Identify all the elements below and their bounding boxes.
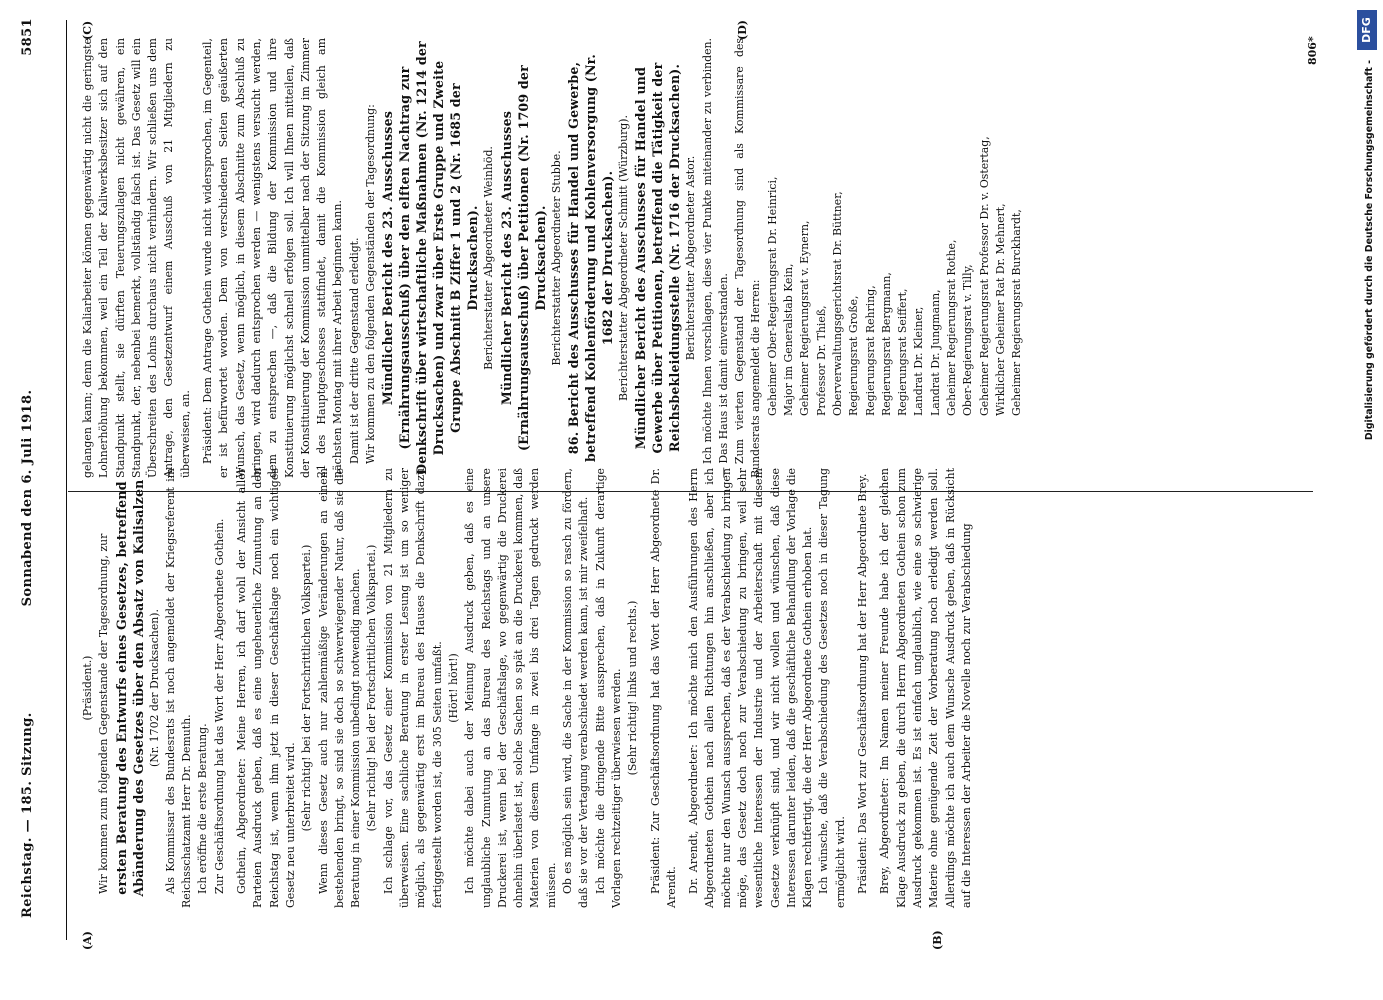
speech-president: Präsident: Dem Antrage Gothein wurde nicht widersprochen, im Gegenteil, er ist befürwortet worden. Dem von verschiedenen Seiten geäußerten Wunsch, das Gesetz, wenn möglich, in diesem Abschnitte zum Abschluß zu bringen, wird dadurch entsprochen werden — wenigstens versucht werden, dem zu entsprechen —, daß die Bildung der Kommission und ihre Konstituierung möglichst schnell erfolgen soll. Ich will Ihnen mitteilen, daß der Konstituierung der Kommission unmittelbar nach der Sitzung im Zimmer 21 des Hauptgeschosses stattfindet, damit die Kommission gleich am nächsten Montag mit ihrer Arbeit beginnen kann. bbox=[201, 38, 345, 478]
paragraph: Ich möchte Ihnen vorschlagen, diese vier Punkte miteinander zu verbinden. — Das Haus ist damit einverstanden. bbox=[700, 38, 730, 478]
agenda-item-heading: Mündlicher Bericht des Ausschusses für Handel und Gewerbe über Petitionen, betreffend die Tätigkeit der Reichsbekleidungsstelle (Nr. 1716 der Drucksachen). bbox=[633, 62, 683, 454]
header-rule bbox=[66, 20, 67, 940]
speech-brey: Brey, Abgeordneter: Im Namen meiner Freunde habe ich der gleichen Klage Ausdruck zu geben, die durch Herrn Abgeordneten Gothein schon zum Ausdruck gekommen ist. Es ist einfach unglaublich, wie eine so schwierige Materie ohne genügende Zeit der Vorberatung noch erledigt werden soll. Allerdings möchte ich auch dem Wunsche Ausdruck geben, daß in Rücksicht auf die Interessen der Arbeiter die Novelle noch zur Verabschiedung bbox=[878, 468, 973, 908]
commissioner-name: Geheimer Regierungsrat v. Eynern, bbox=[798, 220, 812, 416]
paragraph: Als Kommissar des Bundesrats ist noch angemeldet der Kriegsreferent im Reichsschatzamt Herr Dr. Demuth. bbox=[163, 468, 194, 908]
dfg-logo: DFG bbox=[1357, 10, 1377, 50]
paragraph: Ich schlage vor, das Gesetz einer Kommission von 21 Mitgliedern zu überweisen. Eine sachliche Beratung in erster Lesung ist um so weniger möglich, als gegenwärtig erst im Bureau des Hauses die Denkschrift dazu fertiggestellt worden ist, die 305 Seiten umfaßt. bbox=[381, 468, 444, 908]
document-reference: (Nr. 1702 der Drucksachen). bbox=[147, 609, 161, 767]
commissioner-name: Landrat Dr. Kleiner, bbox=[912, 306, 926, 416]
interjection: (Sehr richtig! bei der Fortschrittlichen Volkspartei.) bbox=[300, 544, 314, 832]
commissioner-name: Geheimer Regierungsrat Professor Dr. v. Ostertag, bbox=[977, 136, 991, 416]
commissioner-name: Wirklicher Geheimer Rat Dr. Mehnert, bbox=[993, 203, 1007, 416]
paragraph: gelangen kann; denn die Kaliarbeiter können gegenwärtig nicht die geringste Lohnerhöhung bekommen, weil ein Teil der Kaliwerksbesitzer sich auf den Standpunkt stellt, sie dürften Teuerungszulagen nicht gewähren, ein Standpunkt, der, nebenbei bemerkt, vollständig falsch ist. Das Gesetz will ein Überschreiten des Lohns durchaus nicht verhindern. Wir schließen uns dem Antrage, den Gesetzentwurf einem Ausschuß von 21 Mitgliedern zu überweisen, an. bbox=[81, 38, 192, 478]
paragraph: Wenn dieses Gesetz auch nur zahlenmäßige Veränderungen an einem bestehenden bringt, so sind sie doch so schwerwiegender Natur, daß sie die Beratung in einer Kommission unbedingt notwendig machen. bbox=[316, 468, 363, 908]
commissioner-name: Geheimer Regierungsrat Burckhardt, bbox=[1010, 209, 1024, 416]
speaker-continuation: (Präsident.) bbox=[81, 655, 94, 721]
digitization-credit: Digitalisierung gefördert durch die Deutsche Forschungsgemeinschaft - bbox=[1364, 60, 1375, 441]
rapporteur: Berichterstatter Abgeordneter Weinhöd. bbox=[482, 146, 496, 370]
interjection: (Hört! hört!) bbox=[446, 653, 460, 723]
commissioner-name: Landrat Dr. Jungmann, bbox=[928, 289, 942, 416]
paragraph: Ob es möglich sein wird, die Sache in der Kommission so rasch zu fördern, daß sie vor der Vertagung verabschiedet werden kann, ist mir zweifelhaft. bbox=[561, 468, 591, 908]
agenda-item-heading: Mündlicher Bericht des 23. Ausschusses (Ernährungsausschuß) über Petitionen (Nr. 1709 der Drucksachen). bbox=[498, 65, 548, 451]
commissioner-name: Regierungsrat Seiffert, bbox=[896, 288, 910, 416]
commissioner-name: Regierungsrat Bergmann, bbox=[879, 272, 893, 416]
paragraph: Wir kommen zu den folgenden Gegenständen der Tagesordnung: bbox=[364, 104, 378, 464]
sheet-signature-mark: 806* bbox=[1306, 36, 1319, 65]
interjection: (Sehr richtig! links und rechts.) bbox=[626, 600, 640, 776]
commissioner-name: Geheimer Ober-Regierungsrat Dr. Heinrici, bbox=[765, 176, 779, 416]
page-number: 5851 bbox=[20, 18, 35, 56]
running-header-date: Sonnabend den 6. Juli 1918. bbox=[20, 389, 35, 607]
interjection: (Sehr richtig! bei der Fortschrittlichen Volkspartei.) bbox=[365, 544, 379, 832]
running-header-left: Reichstag. — 185. Sitzung. bbox=[20, 712, 35, 918]
speech-president: Präsident: Das Wort zur Geschäftsordnung hat der Herr Abgeordnete Brey. bbox=[856, 473, 870, 894]
text-column-left bbox=[80, 468, 975, 908]
paragraph: Ich wünsche, daß die Verabschiedung des Gesetzes noch in dieser Tagung ermöglicht wird. bbox=[817, 468, 847, 908]
commissioner-name: Major im Generalstab Kein, bbox=[782, 263, 796, 416]
margin-letter-a: (A) bbox=[81, 931, 94, 950]
paragraph: Ich möchte die dringende Bitte aussprechen, daß in Zukunft derartige Vorlagen rechtzeitiger überwiesen werden. bbox=[593, 468, 623, 908]
paragraph: Damit ist der dritte Gegenstand erledigt. bbox=[347, 237, 361, 464]
commissioner-name: Regierungsrat Große, bbox=[847, 295, 861, 416]
speech-arendt: Dr. Arendt, Abgeordneter: Ich möchte mich den Ausführungen des Herrn Abgeordneten Gothein nach allen Richtungen hin anschließen, aber ich möchte nur den Wunsch aussprechen, daß es der Verabschiedung zu bringen möge, das Gesetz doch noch zur Verabschiedung zu bringen, weil sehr wesentliche Interessen der Industrie und der Arbeiterschaft mit diesem Gesetze verknüpft sind, und wir nicht wollen und wünschen, daß diese Interessen darunter leiden, daß die geschäftliche Behandlung der Vorlage die Klagen rechtfertigt, die der Herr Abgeordnete Gothein erhoben hat. bbox=[687, 468, 815, 908]
paragraph: Wir kommen zum folgenden Gegenstande der Tagesordnung, zur bbox=[97, 533, 111, 894]
rapporteur: Berichterstatter Abgeordneter Astor. bbox=[684, 155, 698, 361]
paragraph: Ich eröffne die erste Beratung. bbox=[196, 723, 210, 894]
agenda-item-heading: 86. Bericht des Ausschusses für Handel und Gewerbe, betreffend Kohlenförderung und Kohlenversorgung (Nr. 1682 der Drucksachen). bbox=[565, 54, 615, 462]
speech-president: Präsident: Zur Geschäftsordnung hat das Wort der Herr Abgeordnete Dr. Arendt. bbox=[648, 468, 678, 908]
commissioner-name: Geheimer Regierungsrat Rothe, bbox=[944, 239, 958, 416]
commissioner-name: Oberverwaltungsgerichtsrat Dr. Büttner, bbox=[830, 191, 844, 416]
rapporteur: Berichterstatter Abgeordneter Stubbe. bbox=[549, 150, 563, 366]
margin-letter-d: (D) bbox=[736, 20, 749, 40]
commissioner-name: Ober-Regierungsrat v. Tilly, bbox=[961, 264, 975, 416]
paragraph: Zum vierten Gegenstand der Tagesordnung sind als Kommissare des Bundesrats angemeldet die Herren: bbox=[733, 38, 763, 478]
margin-letter-c: (C) bbox=[81, 20, 94, 40]
agenda-item-heading: Mündlicher Bericht des 23. Ausschusses (Ernährungsausschuß) über den elften Nachtrag zur Denkschrift über wirtschaftliche Maßnahmen (Nr. 1214 der Drucksachen) und zwar über Erste Gruppe und Zweite Gruppe Abschnitt B Ziffer 1 und 2 (Nr. 1685 der Drucksachen). bbox=[380, 41, 481, 475]
margin-letter-b: (B) bbox=[931, 930, 944, 950]
paragraph: Zur Geschäftsordnung hat das Wort der Herr Abgeordnete Gothein. bbox=[212, 518, 226, 894]
agenda-item-heading: ersten Beratung des Entwurfs eines Gesetzes, betreffend Abänderung des Gesetzes über den Absatz von Kalisalzen bbox=[113, 479, 146, 897]
paragraph: Ich möchte dabei auch der Meinung Ausdruck geben, daß es eine unglaubliche Zumutung an das Bureau des Reichstags und an unsere Druckerei ist, wenn bei der Geschäftslage, wo gegenwärtig die Druckerei ohnehin überlastet ist, solche Sachen so spät an die Druckerei kommen, daß Materien von diesem Umfange in zwei bis drei Tagen gedruckt werden müssen. bbox=[463, 468, 558, 908]
commissioner-name: Professor Dr. Thieß, bbox=[814, 305, 828, 416]
speech-gothein: Gothein, Abgeordneter: Meine Herren, ich darf wohl der Ansicht aller Parteien Ausdruck geben, daß es eine ungeheuerliche Zumutung an den Reichstag ist, wenn ihm jetzt in dieser Geschäftslage noch ein wichtiges Gesetz neu unterbreitet wird. bbox=[235, 468, 297, 908]
commissioner-name: Regierungsrat Rehring, bbox=[863, 285, 877, 416]
rapporteur: Berichterstatter Abgeordneter Schmitt (Würzburg). bbox=[616, 115, 630, 401]
text-column-right bbox=[80, 38, 1025, 478]
